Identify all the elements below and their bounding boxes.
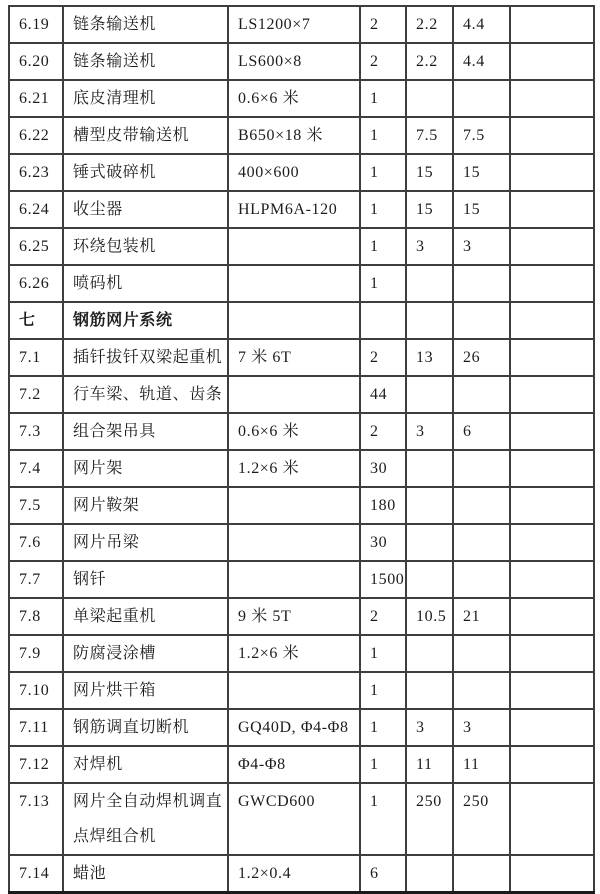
table-cell: 防腐浸涂槽 [63,635,228,672]
table-row [9,228,594,265]
table-cell: 钢钎 [63,561,228,598]
table-cell: 1 [360,672,406,709]
table-cell [406,524,453,561]
table-cell [510,855,594,893]
table-cell: 6.24 [9,191,63,228]
table-cell: 250 [453,783,510,855]
table-cell [453,524,510,561]
table-row [9,154,594,191]
table-cell: 喷码机 [63,265,228,302]
table-cell [510,154,594,191]
table-cell: 7.5 [453,117,510,154]
table-cell [453,302,510,339]
table-cell [453,855,510,893]
table-cell: 3 [406,709,453,746]
table-cell: 1500 [360,561,406,598]
table-cell: 7.12 [9,746,63,783]
table-cell: 收尘器 [63,191,228,228]
table-cell: 180 [360,487,406,524]
table-cell [406,376,453,413]
table-cell: 6 [360,855,406,893]
equipment-list-table [8,5,595,894]
table-cell: 7.11 [9,709,63,746]
table-cell: 七 [9,302,63,339]
table-row [9,80,594,117]
table-cell: 7.14 [9,855,63,893]
table-row [9,450,594,487]
table-cell: 3 [406,413,453,450]
table-cell: 9 米 5T [228,598,360,635]
table-cell: LS600×8 [228,43,360,80]
table-cell [406,561,453,598]
table-cell: 底皮清理机 [63,80,228,117]
table-cell: 6.21 [9,80,63,117]
table-cell: 网片吊梁 [63,524,228,561]
table-cell [360,302,406,339]
table-cell: 1 [360,265,406,302]
table-cell: 7.5 [406,117,453,154]
table-cell: 2 [360,598,406,635]
table-cell [510,413,594,450]
table-cell [510,746,594,783]
table-cell: 组合架吊具 [63,413,228,450]
table-cell: 15 [453,191,510,228]
table-cell: 400×600 [228,154,360,191]
table-cell: 1 [360,746,406,783]
table-cell [510,487,594,524]
table-cell: 2 [360,339,406,376]
table-cell [510,228,594,265]
table-cell [228,561,360,598]
table-cell: 6.22 [9,117,63,154]
table-cell [510,43,594,80]
table-cell: LS1200×7 [228,6,360,43]
table-cell: 7.10 [9,672,63,709]
table-cell [228,228,360,265]
table-cell [453,561,510,598]
table-cell [510,672,594,709]
table-cell: 对焊机 [63,746,228,783]
table-row [9,709,594,746]
table-row [9,783,594,855]
table-cell [228,265,360,302]
table-cell: 钢筋调直切断机 [63,709,228,746]
table-cell: 行车梁、轨道、齿条 [63,376,228,413]
table-cell: 6 [453,413,510,450]
table-cell: 11 [453,746,510,783]
table-cell: 30 [360,450,406,487]
table-cell [510,302,594,339]
table-cell [406,487,453,524]
table-row [9,6,594,43]
table-cell [510,524,594,561]
table-cell: 1 [360,709,406,746]
table-cell [510,561,594,598]
table-cell: 钢筋网片系统 [63,302,228,339]
table-cell [453,376,510,413]
table-row [9,561,594,598]
table-cell: 2.2 [406,6,453,43]
table-cell: 槽型皮带输送机 [63,117,228,154]
table-cell: 7.8 [9,598,63,635]
table-row [9,117,594,154]
table-cell: 链条输送机 [63,6,228,43]
table-cell: 1 [360,117,406,154]
table-row [9,635,594,672]
table-cell: 7.4 [9,450,63,487]
table-cell: 1.2×6 米 [228,450,360,487]
table-cell: 7.6 [9,524,63,561]
table-cell [406,80,453,117]
table-cell [228,302,360,339]
table-cell: 15 [406,154,453,191]
table-cell [510,450,594,487]
table-row [9,524,594,561]
table-cell: 单梁起重机 [63,598,228,635]
table-cell: 环绕包装机 [63,228,228,265]
equipment-table-body [9,6,594,893]
table-cell [510,80,594,117]
table-cell: 1 [360,228,406,265]
table-cell [406,265,453,302]
table-cell: 10.5 [406,598,453,635]
table-cell [510,117,594,154]
table-cell: 网片全自动焊机调直点焊组合机 [63,783,228,855]
table-cell [228,487,360,524]
table-cell: 0.6×6 米 [228,80,360,117]
table-cell [228,672,360,709]
table-row [9,855,594,893]
table-cell: 13 [406,339,453,376]
table-cell: HLPM6A-120 [228,191,360,228]
table-cell: 7.9 [9,635,63,672]
table-cell: 1 [360,783,406,855]
table-cell [406,450,453,487]
table-cell: Φ4-Φ8 [228,746,360,783]
table-cell: 链条输送机 [63,43,228,80]
table-cell: GWCD600 [228,783,360,855]
table-cell [453,80,510,117]
table-cell: 7.5 [9,487,63,524]
table-cell [510,191,594,228]
table-cell: 2 [360,6,406,43]
table-row [9,43,594,80]
table-cell [510,635,594,672]
table-cell: 1.2×0.4 [228,855,360,893]
table-cell: 3 [406,228,453,265]
table-row [9,598,594,635]
table-cell [510,339,594,376]
table-cell: 网片烘干箱 [63,672,228,709]
table-cell: 7 米 6T [228,339,360,376]
table-row [9,339,594,376]
table-cell: 15 [406,191,453,228]
table-cell [510,783,594,855]
table-row [9,413,594,450]
table-cell: 6.25 [9,228,63,265]
table-row [9,191,594,228]
table-row [9,487,594,524]
table-cell: 4.4 [453,6,510,43]
table-cell: 7.3 [9,413,63,450]
table-cell: 锤式破碎机 [63,154,228,191]
table-cell [510,6,594,43]
table-cell: 3 [453,228,510,265]
table-row [9,265,594,302]
table-cell: 4.4 [453,43,510,80]
table-cell: 7.1 [9,339,63,376]
table-cell [406,635,453,672]
table-cell: 0.6×6 米 [228,413,360,450]
table-cell [406,302,453,339]
table-cell [406,672,453,709]
table-cell: 2 [360,43,406,80]
table-cell: 2.2 [406,43,453,80]
table-cell [453,635,510,672]
table-cell: 插钎拔钎双梁起重机 [63,339,228,376]
table-cell: 26 [453,339,510,376]
table-cell: GQ40D, Φ4-Φ8 [228,709,360,746]
table-cell: 44 [360,376,406,413]
table-cell: 6.26 [9,265,63,302]
table-cell: 30 [360,524,406,561]
table-cell [453,265,510,302]
table-cell [453,672,510,709]
table-cell: 1 [360,80,406,117]
table-cell: 6.19 [9,6,63,43]
table-cell: 1 [360,635,406,672]
table-cell: 1 [360,191,406,228]
table-cell: B650×18 米 [228,117,360,154]
table-cell [406,855,453,893]
table-row [9,746,594,783]
table-row [9,672,594,709]
table-cell [228,376,360,413]
table-cell [453,487,510,524]
table-cell [510,376,594,413]
table-cell [510,598,594,635]
table-cell: 2 [360,413,406,450]
table-cell: 1 [360,154,406,191]
table-cell: 6.23 [9,154,63,191]
table-cell: 7.13 [9,783,63,855]
table-cell: 网片鞍架 [63,487,228,524]
table-cell: 11 [406,746,453,783]
table-cell: 1.2×6 米 [228,635,360,672]
table-cell: 7.7 [9,561,63,598]
table-cell: 7.2 [9,376,63,413]
table-cell [453,450,510,487]
table-cell: 250 [406,783,453,855]
table-cell: 3 [453,709,510,746]
table-cell [228,524,360,561]
table-cell: 网片架 [63,450,228,487]
table-row [9,376,594,413]
table-cell: 15 [453,154,510,191]
table-cell [510,709,594,746]
table-cell: 21 [453,598,510,635]
table-cell: 6.20 [9,43,63,80]
table-cell: 蜡池 [63,855,228,893]
section-row [9,302,594,339]
table-cell [510,265,594,302]
